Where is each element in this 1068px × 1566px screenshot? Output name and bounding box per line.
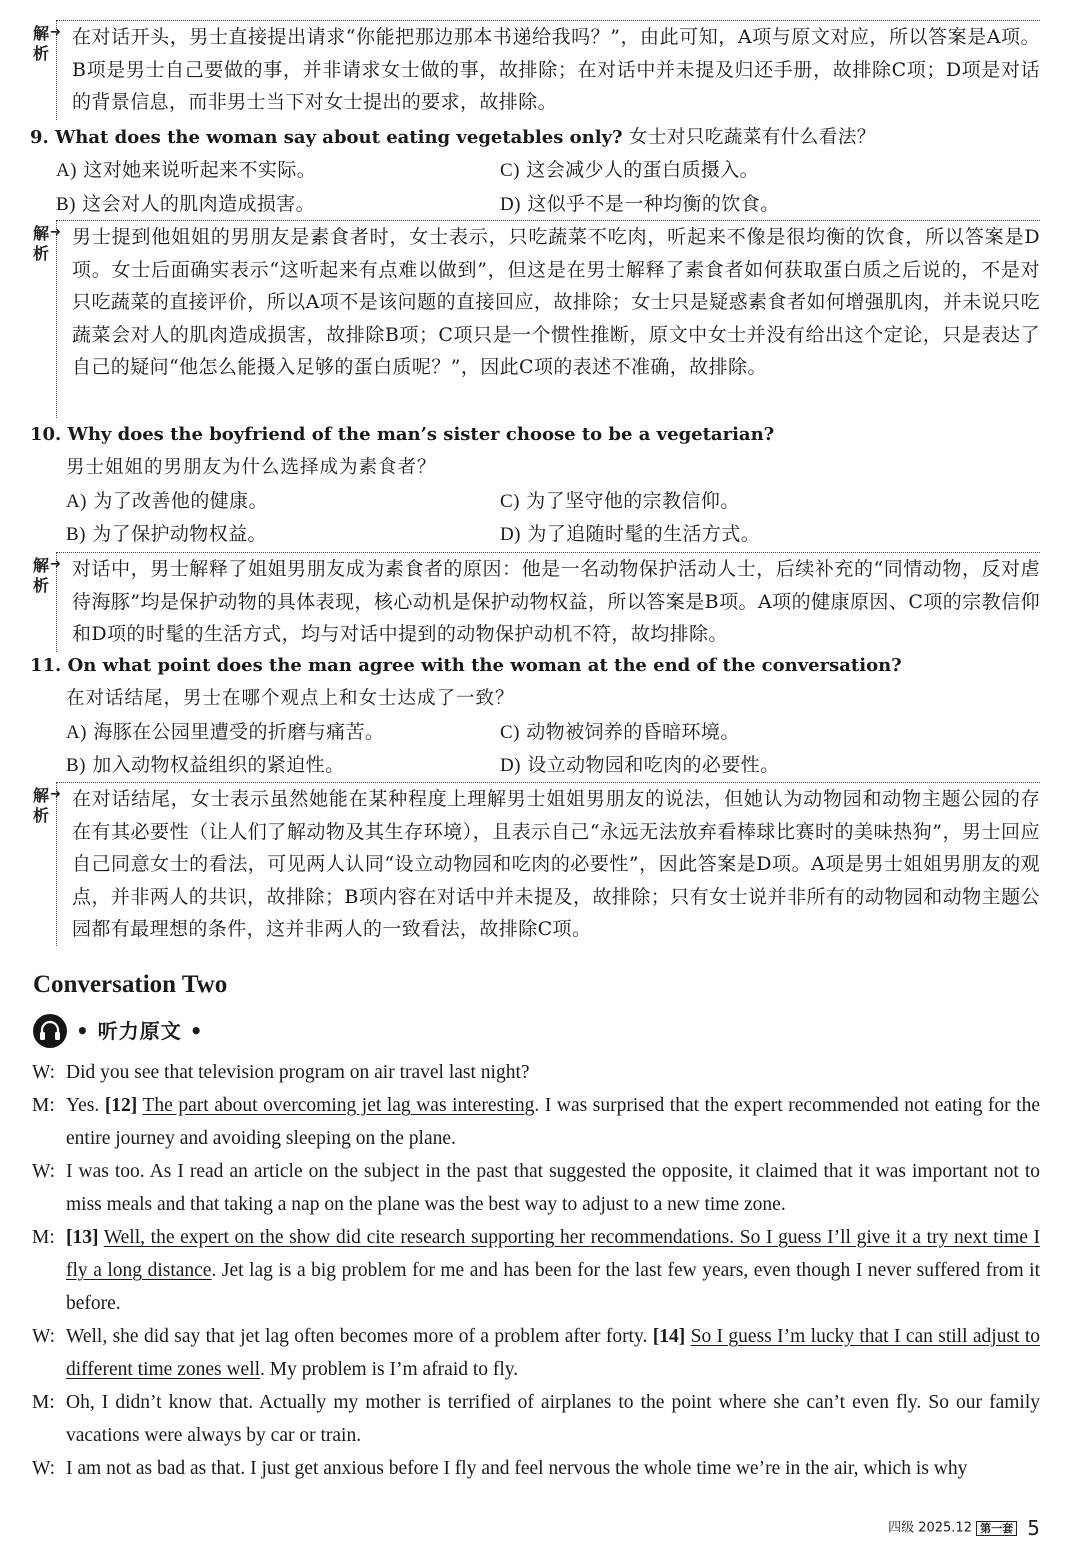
- speaker-label: W:: [32, 1458, 56, 1479]
- question-11-chinese: 在对话结尾，男士在哪个观点上和女士达成了一致？: [66, 688, 515, 709]
- key-sentence-underline: The part about overcoming jet lag was interesting: [142, 1095, 535, 1116]
- turn-text: I am not as bad as that. I just get anxious before I fly and feel nervous the whole time we’re in the air, which is why: [66, 1458, 968, 1479]
- analysis-label: 解析: [32, 556, 49, 595]
- arrow-icon: ➜: [50, 557, 61, 572]
- turn-text: Oh, I didn’t know that. Actually my mother is terrified of airplanes to the point where she can’t even fly. So our family vacations were always by car or train.: [66, 1392, 1040, 1446]
- question-11-option-a: A) 海豚在公园里遭受的折磨与痛苦。: [66, 721, 385, 743]
- question-11-option-b: B) 加入动物权益组织的紧迫性。: [66, 754, 345, 776]
- analysis-block-q9: [30, 220, 1040, 418]
- analysis-text: 在对话开头，男士直接提出请求“你能把那边那本书递给我吗？”，由此可知，A项与原文对应，所以答案是A项。B项是男士自己要做的事，并非请求女士做的事，故排除；在对话中并未提及归还手册，故排除C项；D项是对话的背景信息，而非男士当下对女士提出的要求，故排除。: [72, 26, 1040, 113]
- question-10-chinese: 男士姐姐的男朋友为什么选择成为素食者？: [66, 457, 437, 478]
- set-label: 第一套: [976, 1521, 1017, 1536]
- question-10-title: 10. Why does the boyfriend of the man’s sister choose to be a vegetarian?: [30, 424, 775, 445]
- question-marker-13: [13]: [66, 1227, 99, 1248]
- question-11-option-d: D) 设立动物园和吃肉的必要性。: [500, 754, 780, 776]
- page-footer: [888, 1516, 1040, 1541]
- question-9-option-d: D) 这似乎不是一种均衡的饮食。: [500, 193, 780, 215]
- question-marker-12: [12]: [104, 1095, 138, 1116]
- analysis-block-q11: [30, 782, 1040, 946]
- analysis-text: 男士提到他姐姐的男朋友是素食者时，女士表示，只吃蔬菜不吃肉，听起来不像是很均衡的饮食，所以答案是D项。女士后面确实表示“这听起来有点难以做到”，但这是在男士解释了素食者如何获取蛋白质之后说的，不是对只吃蔬菜的直接评价，所以A项不是该问题的直接回应，故排除；女士只是疑惑素食者如何增强肌肉，并未说只吃蔬菜会对人的肌肉造成损害，故排除B项；C项只是一个惯性推断，原文中女士并没有给出这个定论，只是表达了自己的疑问“他怎么能摄入足够的蛋白质呢？”，因此C项的表述不准确，故排除。: [72, 226, 1040, 378]
- speaker-label: W:: [32, 1161, 56, 1182]
- key-sentence-underline: So I guess I’m lucky that I can still adjust to different time zones well: [66, 1326, 1041, 1380]
- speaker-label: M:: [32, 1227, 55, 1248]
- arrow-icon: ➜: [50, 787, 61, 802]
- analysis-block-q8: [30, 20, 1040, 120]
- dialogue-turn: [32, 1221, 1040, 1320]
- page-number: 5: [1027, 1516, 1040, 1540]
- arrow-icon: ➜: [50, 225, 61, 240]
- analysis-block-q10: [30, 552, 1040, 652]
- question-9-option-c: C) 这会减少人的蛋白质摄入。: [500, 159, 760, 181]
- exam-level-label: 四级 2025.12: [888, 1520, 972, 1536]
- question-10-option-d: D) 为了追随时髦的生活方式。: [500, 523, 761, 545]
- turn-text: Well, she did say that jet lag often becomes more of a problem after forty. [14] So I guess I’m lucky that I can still adjust to different time zones well. My problem is I’m afraid to fly.: [66, 1326, 1041, 1380]
- key-sentence-underline: Well, the expert on the show did cite research supporting her recommendations. So I guess I’ll give it a try next time I fly a long distance: [66, 1227, 1040, 1281]
- question-9-option-b: B) 这会对人的肌肉造成损害。: [56, 193, 316, 215]
- dialogue-turn: [32, 1089, 1040, 1155]
- section-title: Conversation Two: [33, 971, 228, 998]
- speaker-label: M:: [32, 1095, 55, 1116]
- analysis-text: 对话中，男士解释了姐姐男朋友成为素食者的原因：他是一名动物保护活动人士，后续补充的“同情动物，反对虐待海豚”均是保护动物的具体表现，核心动机是保护动物权益，所以答案是B项。A项的健康原因、C项的宗教信仰和D项的时髦的生活方式，均与对话中提到的动物保护动机不符，故均排除。: [72, 558, 1040, 645]
- speaker-label: W:: [32, 1326, 56, 1347]
- turn-text: Did you see that television program on air travel last night?: [66, 1062, 530, 1083]
- turn-text: [13] Well, the expert on the show did cite research supporting her recommendations. So I guess I’ll give it a try next time I fly a long distance. Jet lag is a big problem for me and has been for the last few years, even though I never suffered from it before.: [66, 1227, 1041, 1314]
- dialogue-turn: [32, 1452, 1040, 1485]
- question-marker-14: [14]: [652, 1326, 686, 1347]
- analysis-label: 解析: [32, 224, 49, 263]
- question-10-option-b: B) 为了保护动物权益。: [66, 523, 267, 545]
- question-11-title: 11. On what point does the man agree with the woman at the end of the conversation?: [30, 655, 902, 676]
- speaker-label: W:: [32, 1062, 56, 1083]
- headphones-icon: [33, 1014, 67, 1048]
- dialogue-turn: [32, 1320, 1040, 1386]
- analysis-label: 解析: [32, 786, 49, 825]
- question-10-option-c: C) 为了坚守他的宗教信仰。: [500, 490, 740, 512]
- dialogue-turn: [32, 1056, 1040, 1089]
- dialogue-turn: [32, 1155, 1040, 1221]
- analysis-text: 在对话结尾，女士表示虽然她能在某种程度上理解男士姐姐男朋友的说法，但她认为动物园和动物主题公园的存在有其必要性（让人们了解动物及其生存环境），且表示自己“永远无法放弃看棒球比赛时的美味热狗”，男士回应自己同意女士的看法，可见两人认同“设立动物园和吃肉的必要性”，因此答案是D项。A项是男士姐姐男朋友的观点，并非两人的共识，故排除；B项内容在对话中并未提及，故排除；只有女士说并非所有的动物园和动物主题公园都有最理想的条件，这并非两人的一致看法，故排除C项。: [72, 788, 1040, 940]
- question-9-option-a: A) 这对她来说听起来不实际。: [56, 159, 317, 181]
- question-11-option-c: C) 动物被饲养的昏暗环境。: [500, 721, 740, 743]
- speaker-label: M:: [32, 1392, 55, 1413]
- question-10-option-a: A) 为了改善他的健康。: [66, 490, 268, 512]
- question-9-title: 9. What does the woman say about eating vegetables only? 女士对只吃蔬菜有什么看法？: [30, 127, 876, 148]
- arrow-icon: ➜: [50, 25, 61, 40]
- turn-text: I was too. As I read an article on the subject in the past that suggested the opposite, it claimed that it was important not to miss meals and that taking a nap on the plane was the best way to adjust to a new time zone.: [66, 1161, 1040, 1215]
- listening-transcript-label: • 听力原文 •: [76, 1019, 204, 1043]
- dialogue-turn: [32, 1386, 1040, 1452]
- headphones-icon-graphic: [33, 1014, 67, 1048]
- turn-text: Yes. [12] The part about overcoming jet lag was interesting. I was surprised that the expert recommended not eating for the entire journey and avoiding sleeping on the plane.: [66, 1095, 1041, 1149]
- analysis-label: 解析: [32, 24, 49, 63]
